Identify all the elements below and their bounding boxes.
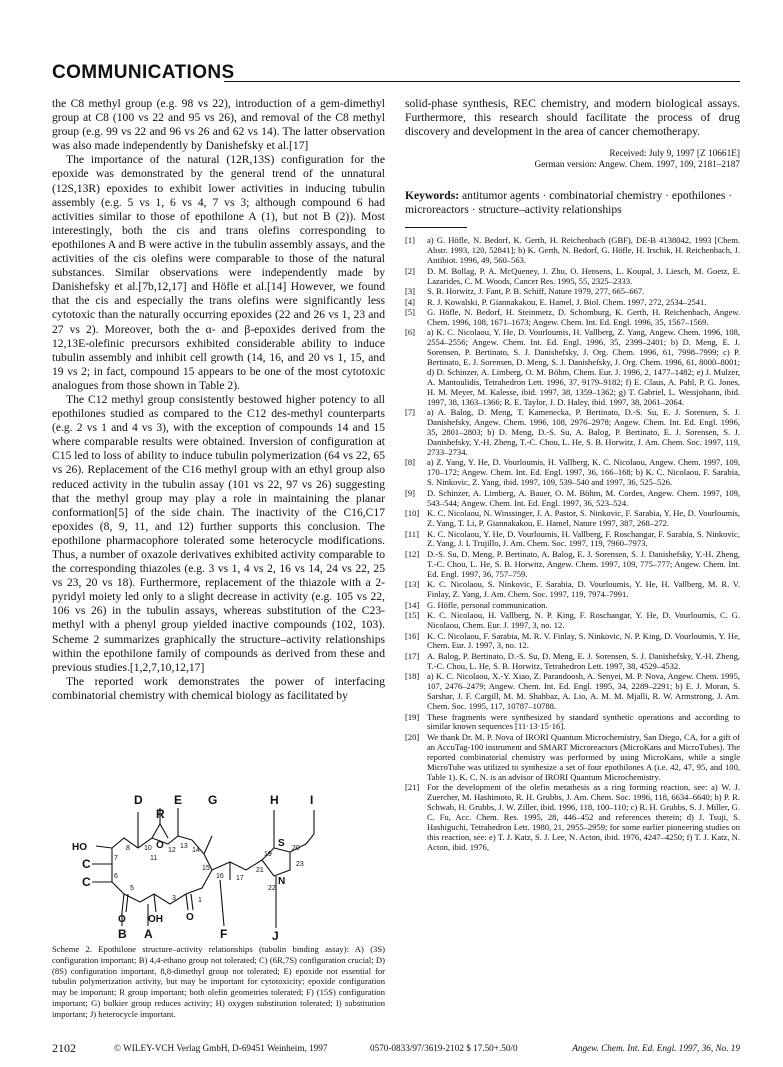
reference-item: [405, 458, 740, 488]
scheme-atom-number: 15: [202, 865, 210, 872]
reference-item: [405, 672, 740, 712]
reference-text: a) G. Höfle, N. Bedorf, K. Gerth, H. Reichenbach (GBF), DE-B 4138042, 1993 [Chem. Abstr. 1993, 120, 52841]; b) K. Gerth, N. Bedorf, G. Höfle, H. Irschik, H. Reichenbach, J. Antibiot. 1996, 49, 560–563.: [427, 235, 740, 266]
scheme-atom-number: 13: [180, 843, 188, 850]
reference-item: [405, 308, 740, 328]
reference-number: [21]: [405, 782, 420, 793]
reference-number: [4]: [405, 296, 415, 307]
body-paragraph: the C8 methyl group (e.g. 98 vs 22), introduction of a gem-dimethyl group at C8 (100 vs 22 and 95 vs 26), and removal of the C8 methyl group (e.g. 99 vs 22 and 96 vs 26 and 62 vs 14). The latter observation was also made independently by Danishefsky et al.[17]: [52, 97, 385, 153]
scheme-label-h: H: [270, 793, 279, 807]
scheme-atom-number: 12: [168, 847, 176, 854]
reference-text: D. M. Bollag, P. A. McQueney, J. Zhu, O. Hensens, L. Koupal, J. Liesch, M. Goetz, E. Lazarides, C. M. Woods, Cancer Res. 1995, 55, 2325–2333.: [427, 265, 740, 286]
german-version-line: German version: Angew. Chem. 1997, 109, 2181–2187: [534, 160, 740, 171]
reference-number: [5]: [405, 307, 415, 317]
scheme-label-j: J: [272, 929, 279, 943]
reference-number: [14]: [405, 599, 420, 610]
reference-item: [405, 601, 740, 611]
reference-item: [405, 713, 740, 733]
reference-number: [10]: [405, 508, 420, 519]
reference-item: [405, 783, 740, 852]
scheme-label-f: F: [220, 927, 228, 941]
scheme-atom-number: 23: [296, 861, 304, 868]
scheme-atom-number: 6: [114, 873, 118, 880]
right-column: [405, 97, 740, 853]
reference-text: a) Z. Yang, Y. He, D. Vourloumis, H. Vallberg, K. C. Nicolaou, Angew. Chem. 1997, 109, 170–172; Angew. Chem. Int. Ed. Engl. 1997, 36, 166–168; b) K. C. Nicolaou, F. Sarabia, S. Ninkovic, Z. Yang, ibid. 1997, 109, 539–540 and 1997, 36, 525–526.: [427, 457, 740, 488]
body-paragraph: The importance of the natural (12R,13S) configuration for the epoxide was demonstrated by the general trend of the unnatural (12S,13R) epoxides to exhibit lower activities in inducing tubulin assembly (e.g. 5 vs 1, 6 vs 4, 7 vs 3; although compound 6 had activities similar to those of epothilone A (1), but not B (2)). Most interestingly, both the cis and trans olefins corresponding to epothilones A and B were active in the tubulin assembly assays, and the activities of the cis olefins were comparable to those of the natural substances. Similar observations were independently made by Danishefsky et al.[7b,12,17] and Höfle et al.[14] However, we found that the cis and especially the trans olefins were significantly less cytotoxic than the naturally occurring epoxides (22 and 26 vs 1, 23 and 27 vs 2). Moreover, both the α- and β-epoxides derived from the 12,13E-olefinic precursors exhibited considerable ability to induce tubulin assembly and inhibit cell growth (14, 16, and 20 vs 1, 15, and 19 vs 2; in fact, compound 15 appears to be one of the most cytotoxic analogues from those shown in Table 2).: [52, 153, 385, 392]
reference-item: [405, 530, 740, 550]
keywords-block: [405, 189, 740, 217]
reference-number: [12]: [405, 548, 420, 559]
reference-list: [405, 236, 740, 852]
reference-number: [3]: [405, 286, 415, 296]
reference-number: [15]: [405, 610, 420, 621]
reference-item: [405, 733, 740, 783]
reference-item: [405, 298, 740, 308]
scheme-label-g: G: [208, 793, 218, 807]
scheme-atom-number: 19: [264, 851, 272, 858]
scheme-label-c: C: [82, 875, 91, 889]
reference-text: For the development of the olefin metathesis as a ring forming reaction, see: a) W. J. Zuercher, M. Hashimoto, R. H. Grubbs, J. Am. Chem. Soc. 1996, 118, 6634–6640; b) P. R. Schwab, H. Grubbs, J. W. Ziller, ibid. 1996, 118, 100–110; c) R. H. Grubbs, S. J. Miller, G. C. Fu, Acc. Chem. Res. 1995, 28, 446–452 and references therein; d) J. Tsuji, S. Hashiguchi, Tetrahedron Lett. 1980, 21, 2955–2959; for some earlier pioneering studies on this reaction, see: e) T. J. Katz, S. J. Lee, N. Acton, ibid. 1976, 4247–4250; f) T. J. Katz, N. Acton, ibid. 1976,: [427, 782, 740, 852]
scheme-atom-number: 1: [198, 897, 202, 904]
reference-item: [405, 550, 740, 580]
reference-item: [405, 236, 740, 266]
reference-item: [405, 267, 740, 287]
epothilone-structure-drawing: [52, 752, 385, 944]
reference-text: a) K. C. Nicolaou, Y. He, D. Vourloumis, H. Vallberg, Z. Yang, Angew. Chem. 1996, 108, 2554–2556; Angew. Chem. Int. Ed. Engl. 1996, 35, 2399–2401; b) D. Meng, E. J. Sorensen, P. Bertinato, S. J. Danishefsky, J. Org. Chem. 1996, 61, 7998–7999; c) P. Bertinato, E. J. Sorensen, D. Meng, S. J. Danishefsky, J. Org. Chem. 1996, 61, 8000–8001; d) D. Schinzer, A. Limberg, O. M. Böhm, Chem. Eur. J. 1996, 2, 1477–1482; e) J. Mulzer, A. Mantoulidis, Tetrahedron Lett. 1996, 37, 9179–9182; f) E. Claus, A. Pahl, P. G. Jones, H. M. Meyer, M. Kalesse, ibid. 1997, 38, 1359–1362; g) T. Gabriel, L. Wessjohann, ibid. 1997, 38, 1363–1366; R. E. Taylor, J. D. Haley, ibid. 1997, 38, 2061–2064.: [427, 327, 740, 407]
page-footer: [52, 1043, 740, 1057]
reference-number: [11]: [405, 528, 419, 539]
reference-number: [1]: [405, 235, 415, 246]
keywords-label: Keywords:: [405, 189, 460, 203]
reference-number: [6]: [405, 327, 415, 338]
reference-number: [20]: [405, 731, 420, 742]
scheme-label-i: I: [310, 793, 314, 807]
body-paragraph: The C12 methyl group consistently bestowed higher potency to all epothilones studied as compared to the C12 des-methyl counterparts (e.g. 2 vs 1 and 4 vs 3), with the exception of compounds 14 and 15 where comparable results were obtained. Inversion of configuration at C15 led to loss of ability to induce tubulin polymerization (64 vs 22, 65 vs 26). Replacement of the C16 methyl group with an ethyl group also reduced activity in the tubulin assay (101 vs 22, 97 vs 26) suggesting that the methyl group may play a role in maintaining the planar conformation[5] of the side chain. The inactivity of the C16,C17 epoxides (8, 9, 11, and 12) further supports this conclusion. The epothilone pharmacophore tolerated some heterocycle modifications. Thus, a number of oxazole derivatives exhibited activity comparable to the corresponding thiazoles (e.g. 3 vs 1, 4 vs 2, 16 vs 14, 24 vs 22, 25 vs 23, 20 vs 18). Furthermore, replacement of the thiazole with a 2-pyridyl moiety led only to a slight decrease in activity (e.g. 105 vs 22, 106 vs 26) in the tubulin assays, whereas substitution of the C23-methyl with a phenyl group yielded inactive compounds (102, 103). Scheme 2 summarizes graphically the structure–activity relationships within the epothilone family of compounds as derived from these and previous studies.[1,2,7,10,12,17]: [52, 392, 385, 674]
reference-text: K. C. Nicolaou, H. Vallberg, N. P. King, F. Roschangar, Y. He, D. Vourloumis, C. G. Nicolaou, Chem. Eur. J. 1997, 3, no. 12.: [427, 610, 740, 631]
reference-text: a) A. Balog, D. Meng, T. Kamenecka, P. Bertinato, D.-S. Su, E. J. Sorensen, S. J. Danishefsky, Angew. Chem. 1996, 108, 2976–2978; Angew. Chem. Int. Ed. Engl. 1996, 35, 2801–2803; b) D. Meng, D.-S. Su, A. Balog, P. Bertinato, E. J. Sorensen, S. J. Danishefsky, Y.-H. Zheng, T.-C. Chou, L. He, S. B. Horwitz, J. Am. Chem. Soc. 1997, 119, 2733–2734.: [427, 407, 740, 457]
reference-item: [405, 287, 740, 297]
scheme-atom-number: 8: [126, 845, 130, 852]
reference-text: D.-S. Su, D. Meng, P. Bertinato, A. Balog, E. J. Sorensen, S. J. Danishefsky, Y.-H. Zheng, T.-C. Chou, L. He, S. B. Horwitz, Angew. Chem. 1997, 109, 775–777; Angew. Chem. Int. Ed. Engl. 1997, 36, 757–759.: [427, 548, 740, 579]
reference-item: [405, 580, 740, 600]
scheme-caption: Scheme 2. Epothilone structure–activity relationships (tubulin binding assay): A) (3S) configuration important; B) 4,4-ethano group not tolerated; C) (6R,7S) configuration crucial; D) (8S) configuration important, 8,8-dimethyl group not tolerated; E) epoxide not essential for tubulin polymerization activity, but may be important for cytotoxicity; epoxide configuration may be important; R group important; both olefin geometries tolerated; F) (15S) configuration important; G) bulkier group reduces activity; H) oxygen substitution tolerated; I) substitution important; J) heterocycle important.: [52, 944, 385, 1019]
left-column: [52, 97, 385, 703]
scheme-label-a: A: [144, 927, 153, 941]
reference-item: [405, 489, 740, 509]
reference-text: K. C. Nicolaou, F. Sarabia, M. R. V. Finlay, S. Ninkovic, N. P. King, D. Vourloumis, Y. He, Chem. Eur. J. 1997, 3, no. 12.: [427, 630, 740, 651]
reference-number: [2]: [405, 265, 415, 276]
received-dates: [405, 149, 740, 171]
scheme-atom-number: 7: [114, 855, 118, 862]
reference-item: [405, 632, 740, 652]
page-number: 2102: [52, 1041, 76, 1055]
section-title: COMMUNICATIONS: [52, 62, 235, 83]
reference-item: [405, 611, 740, 631]
scheme-atom-number: 11: [150, 855, 158, 862]
reference-number: [19]: [405, 711, 420, 722]
reference-text: G. Höfle, personal communication.: [427, 599, 548, 610]
scheme-atom-number: 20: [292, 845, 300, 852]
journal-citation: Angew. Chem. Int. Ed. Engl. 1997, 36, No. 19: [572, 1043, 740, 1053]
reference-number: [17]: [405, 650, 420, 661]
scheme-label-r: R: [156, 807, 165, 821]
reference-item: [405, 509, 740, 529]
reference-text: a) K. C. Nicolaou, X.-Y. Xiao, Z. Parandoosh, A. Senyei, M. P. Nova, Angew. Chem. 1995, 107, 2476–2479; Angew. Chem. Int. Ed. Engl. 1995, 34, 2289–2291; b) E. J. Moran, S. Sarshar, J. F. Cargill, M. M. Shahbaz, A. Lio, A. M. M. Mjalli, R. W. Armstrong, J. Am. Chem. Soc. 1995, 117, 10787–10788.: [427, 671, 740, 712]
scheme-atom-number: 3: [172, 895, 176, 902]
reference-item: [405, 328, 740, 407]
reference-number: [16]: [405, 630, 420, 641]
scheme-label-d: D: [134, 793, 143, 807]
body-paragraph: solid-phase synthesis, REC chemistry, and modern biological assays. Furthermore, this research should facilitate the process of drug discovery and development in the area of cancer chemotherapy.: [405, 97, 740, 139]
article-code: 0570-0833/97/3619-2102 $ 17.50+.50/0: [370, 1043, 518, 1053]
references-rule: [405, 227, 467, 228]
scheme-label-b: B: [118, 927, 127, 941]
reference-text: K. C. Nicolaou, S. Ninkovic, F. Sarabia, D. Vourloumis, Y. He, H. Vallberg, M. R. V. Finlay, Z. Yang, J. Am. Chem. Soc. 1997, 119, 7974–7991.: [427, 579, 740, 600]
received-line: Received: July 9, 1997 [Z 10661E]: [609, 149, 740, 160]
reference-text: A. Balog, P. Bertinato, D.-S. Su, D. Meng, E. J. Sorensen, S. J. Danishefsky, Y.-H. Zheng, T.-C. Chou, L. He, S. B. Horwitz, Tetrahedron Lett. 1997, 38, 4529–4532.: [427, 650, 740, 671]
scheme-2-structure: [52, 752, 385, 962]
reference-text: D. Schinzer, A. Limberg, A. Bauer, O. M. Böhm, M. Cordes, Angew. Chem. 1997, 109, 543–544; Angew. Chem. Int. Ed. Engl. 1997, 36, 523–524.: [427, 487, 740, 508]
page-header: [52, 62, 740, 88]
scheme-atom-number: 16: [216, 873, 224, 880]
reference-text: We thank Dr. M. P. Nova of IRORI Quantum Microchemistry, San Diego, CA, for a gift of an AccuTag-100 instrument and SMART Microreactors (MicroKans and MicroTubes). The reported combinatorial chemistry was performed by using MicroKans, while a single MicroTube was utilized to synthesize a set of four epothilones A (i.e. 42, 47, 95, and 100, Table 1). K. C. N. is an advisor of IRORI Quantum Microchemistry.: [427, 731, 740, 782]
scheme-atom-number: 5: [130, 885, 134, 892]
scheme-atom-number: 10: [144, 845, 152, 852]
scheme-atom-number: 17: [236, 875, 244, 882]
scheme-atom-ho: HO: [72, 842, 87, 853]
reference-number: [8]: [405, 457, 415, 468]
reference-text: These fragments were synthesized by standard synthetic operations and according to similar known sequences [11·13·15·16].: [427, 711, 740, 732]
keywords-text: antitumor agents · combinatorial chemistry · epothilones · microreactors · structure–activity relationships: [405, 189, 733, 217]
reference-number: [7]: [405, 407, 415, 418]
publisher-line: © WILEY-VCH Verlag GmbH, D-69451 Weinheim, 1997: [114, 1043, 328, 1053]
right-body: [405, 97, 740, 139]
reference-text: K. C. Nicolaou, Y. He, D. Vourloumis, H. Vallberg, F. Roschangar, F. Sarabia, S. Ninkovic, Z. Yang, J. I. Trujillo, J. Am. Chem. Soc. 1997, 119, 7960–7973.: [427, 528, 740, 549]
scheme-label-e: E: [174, 793, 183, 807]
scheme-atom-n: N: [278, 876, 286, 887]
body-paragraph: The reported work demonstrates the power of interfacing combinatorial chemistry with chemical biology as facilitated by: [52, 674, 385, 702]
reference-item: [405, 408, 740, 458]
scheme-atom-number: 14: [192, 847, 200, 854]
reference-text: G. Höfle, N. Bedorf, H. Steinmetz, D. Schomburg, K. Gerth, H. Reichenbach, Angew. Chem. 1996, 108, 1671–1673; Angew. Chem. Int. Ed. Engl. 1996, 35, 1567–1569.: [427, 307, 740, 327]
reference-number: [9]: [405, 487, 415, 498]
scheme-atom-oh: OH: [148, 914, 163, 925]
scheme-label-c: C: [82, 857, 91, 871]
scheme-atom-o: O: [186, 912, 194, 923]
reference-number: [18]: [405, 671, 420, 682]
reference-number: [13]: [405, 579, 420, 590]
scheme-atom-o: O: [118, 914, 126, 925]
reference-text: R. J. Kowalski, P. Giannakakou, E. Hamel, J. Biol. Chem. 1997, 272, 2534–2541.: [427, 296, 707, 307]
scheme-atom-s: S: [278, 838, 285, 849]
scheme-atom-number: 22: [268, 885, 276, 892]
header-rule: [224, 81, 740, 82]
scheme-atom-number: 21: [256, 867, 264, 874]
reference-item: [405, 652, 740, 672]
reference-text: K. C. Nicolaou, N. Winssinger, J. A. Pastor, S. Ninkovic, F. Sarabia, Y. He, D. Vourloumis, Z. Yang, T. Li, P. Giannakakou, E. Hamel, Nature 1997, 387, 268–272.: [427, 508, 740, 528]
reference-text: S. B. Horwitz, J. Fant, P. B. Schiff, Nature 1979, 277, 665–667.: [427, 286, 645, 296]
scheme-atom-o: O: [156, 840, 164, 851]
